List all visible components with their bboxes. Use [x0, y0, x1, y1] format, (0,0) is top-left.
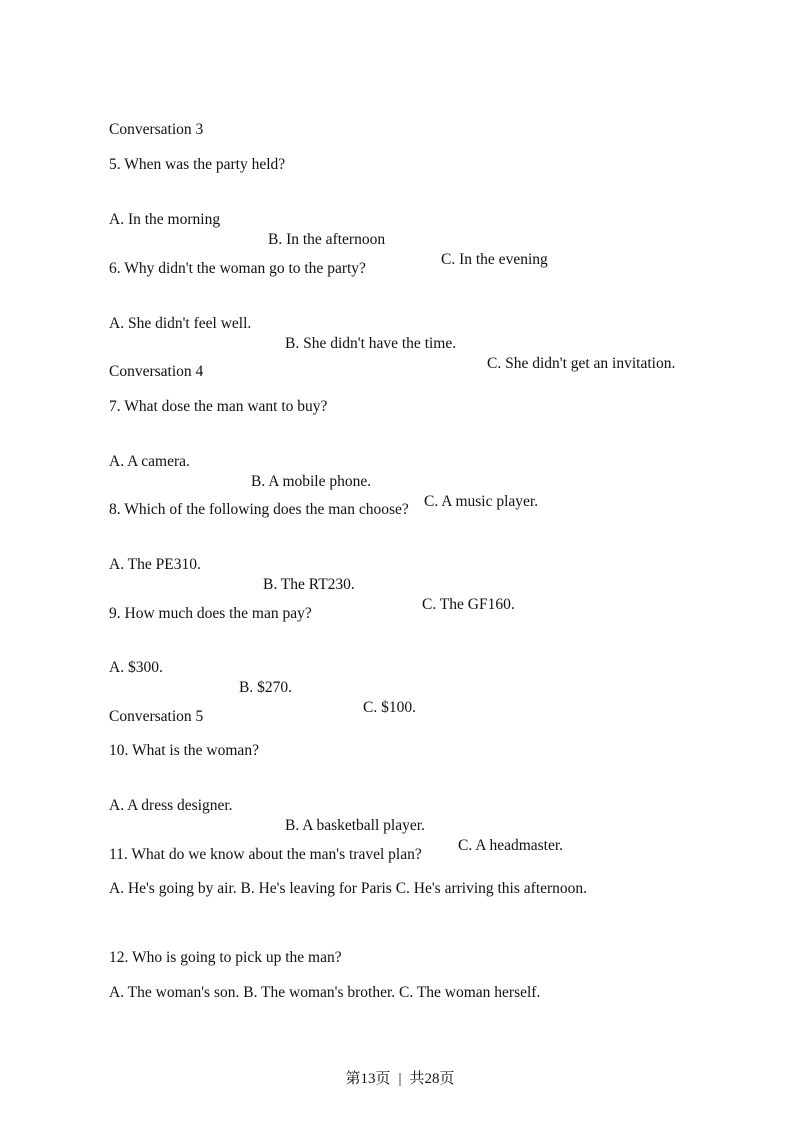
option-a: A. A camera. [109, 453, 190, 470]
question-text: 7. What dose the man want to buy? [109, 398, 328, 415]
option-a: A. The woman's son. [109, 984, 240, 1001]
option-b: B. The woman's brother. [243, 984, 396, 1001]
option-c: C. The GF160. [422, 596, 515, 613]
question-text: 8. Which of the following does the man choose? [109, 501, 409, 518]
option-b: B. She didn't have the time. [285, 335, 457, 352]
option-b: B. $270. [239, 679, 292, 696]
option-c: C. A music player. [424, 493, 539, 510]
page-footer [0, 1069, 800, 1089]
option-b: B. A basketball player. [285, 817, 425, 834]
option-a: A. A dress designer. [109, 797, 233, 814]
option-b: B. The RT230. [263, 576, 355, 593]
option-a: A. $300. [109, 659, 163, 676]
option-a: A. He's going by air. [109, 880, 237, 897]
option-a: A. The PE310. [109, 556, 201, 573]
option-c: C. She didn't get an invitation. [487, 355, 676, 372]
option-c: C. The woman herself. [399, 984, 541, 1001]
current-page-label: 第13页 [345, 1071, 391, 1087]
question-text: 5. When was the party held? [109, 156, 286, 173]
option-a: A. In the morning [109, 211, 221, 228]
total-pages-label: 共28页 [409, 1071, 455, 1087]
question-options [109, 879, 587, 899]
option-c: C. $100. [363, 699, 416, 716]
option-c: C. In the evening [441, 251, 548, 268]
section-heading: Conversation 4 [109, 363, 204, 380]
question-text: 9. How much does the man pay? [109, 605, 312, 622]
question-options [109, 983, 540, 1003]
question-text: 6. Why didn't the woman go to the party? [109, 260, 366, 277]
section-heading: Conversation 3 [109, 121, 204, 138]
option-c: C. He's arriving this afternoon. [395, 880, 588, 897]
option-b: B. He's leaving for Paris [240, 880, 392, 897]
option-c: C. A headmaster. [458, 837, 564, 854]
option-a: A. She didn't feel well. [109, 315, 252, 332]
option-b: B. A mobile phone. [251, 473, 372, 490]
question-text: 10. What is the woman? [109, 742, 259, 759]
section-heading: Conversation 5 [109, 708, 204, 725]
question-text: 12. Who is going to pick up the man? [109, 949, 342, 966]
option-b: B. In the afternoon [268, 231, 386, 248]
question-text: 11. What do we know about the man's travel plan? [109, 846, 422, 863]
footer-separator: | [398, 1071, 402, 1087]
